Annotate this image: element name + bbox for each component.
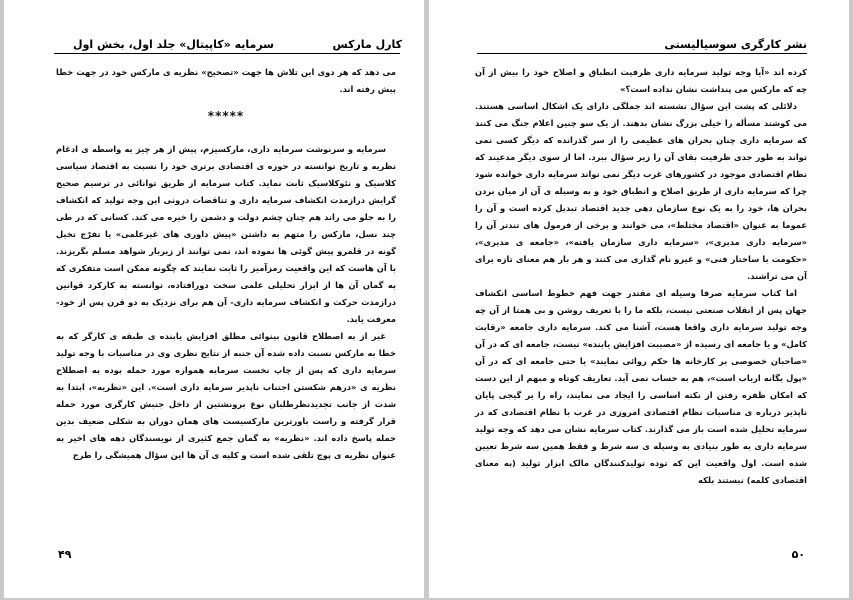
right-paragraph-1: کرده اند «آيا وجه توليد سرمايه داری ظرفيت انطباق و اصلاح خود را بيش از آن چه که مارکس می پنداشت نشان نداده است؟» [475, 67, 807, 94]
left-header-title: سرمايه «کاپيتال» جلد اول، بخش اول [73, 38, 274, 51]
left-page [4, 0, 424, 598]
section-separator: ***** [207, 109, 245, 123]
right-header-rule [477, 53, 807, 54]
right-page [429, 0, 849, 598]
right-paragraph-3: اما کتاب سرمايه صرفا وسيله ای مقتدر جهت فهم خطوط اساسی انکشاف جهان پس از انقلاب صنعتی نيست، بلکه ما را با تعريف روشن و بی همتا از آن چه وجه توليد سرمايه داری واقعا هست، آشنا می کند. سرمايه داری جامعه «رقابت کامل» و يا جامعه ای رسيده از «مصيبت افزايش يابنده» نيست، جامعه ای که در آن «صاحبان خصوصی بر کارخانه ها حکم روائی نمايند» يا حتی جامعه ای که در آن «پول يگانه ارباب است»، هم به حساب نمی آيد. تعاريف کوتاه و مبهم از اين دست که امکان ظفره رفتن از نکته اساسی را ايجاد می نمايند، راه را بر گيجی پايان ناپذير درباره ی مناسبات نظام اقتصادی امروزی در غرب با نظام اقتصادی که در سرمايه تحليل شده است باز می گذارند. کتاب سرمايه نشان می دهد که وجه توليد سرمايه داری به طور بنيادی به وسيله ی سه شرط و فقط همين سه شرط تعيين شده است. اول واقعيت اين که توده توليدکنندگان مالک ابزار توليد (به معنای اقتصادی کلمه) نيستند بلکه [475, 288, 807, 485]
left-paragraph-1: سرمايه و سرنوشت سرمايه داری، مارکسيزم، پيش از هر چيز به واسطه ی ادغام نظريه و تاريخ توانسته در حوزه ی اقتصادی برتری خود را نسبت به اقتصاد سياسی کلاسيک و نئوکلاسيک ثابت نمايد. کتاب سرمايه از طريق توانائی در ترسيم صحيح گرايش درازمدت انکشاف سرمايه داری و تناقضات درونی اين وجه توليد که انکشاف را به جلو می راند هم چنان چشم دولت و دشمن را خيره می کند. کسانی که در طی چند نسل، مارکس را متهم به داشتن «پيش داوری های غيرعلمی» يا تفرّج تخيل گونه در قلمرو پيش گوئی ها نموده اند، نمی توانند از زيربار شواهد مسلم بگريزند. با آن هاست که اين واقعيت رمزآميز را ثابت نمايند که چگونه ممکن است متفکری که به گمان آن ها از ابزار تحليلی علمی سخت دورافتاده، توانسته به کارکرد قوانين درازمدت حرکت و انکشاف سرمايه داری- آن هم برای نزديک به دو قرن پس از خود- معرفت يابد. [56, 144, 396, 324]
left-intro-paragraph: می دهد که هر دوی این تلاش ها جهت «تصحيح» نظريه ی مارکس خود در جهت خطا پيش رفته اند. [56, 67, 396, 94]
right-header-title: نشر کارگری سوسياليستی [664, 38, 807, 51]
left-body [56, 64, 396, 464]
right-paragraph-2: دلائلی که پشت اين سؤال نشسته اند جملگی دارای يک اشکال اساسی هستند. می کوشند مسأله را خيلی بزرگ نشان بدهند. از يک سو چنين اعلام جنگ می کنند که سرمايه داری چنان بحران های عظيمی را از سر گذرانده که ديگر کسی نمی تواند به طور جدی ظرفيت بقای آن را زير سؤال ببرد. اما از سوی ديگر مدعيند که نظام اقتصادی موجود در کشورهای غرب ديگر نمی تواند سرمايه داری خوانده شود چرا که سرمايه داری از طريق اصلاح و انطباق خود و به وسيله ی آن از ميان بردن بحران ها، خود را به يک نوع سازمان دهی جديد اقتصاد تبديل کرده است و آن را عموما به عنوان «اقتصاد مختلط»، می خوانند و برخی از فرمول های تندتر آن را «سرمايه داری مديری»، «سرمايه داری سازمان يافته»، «جامعه ی مديری»، «حکومت با ساختار فنی» و غيرو نام گذاری می کنند و هر بار هم معنای تازه برای آن می تراشند. [475, 101, 807, 281]
left-header-rule [54, 53, 400, 54]
right-page-number: ۵۰ [791, 548, 805, 561]
left-paragraph-2: غير از به اصطلاح قانون بينوائی مطلق افزايش يابنده ی طبقه ی کارگر که به خطا به مارکس نسبت داده شده آن جنبه از نتايج نظری وی در مناسبات با وجه توليد سرمايه داری که پس از چاپ نخست سرمايه همواره مورد حمله بوده به اصطلاح نظريه ی «درهم شکستن اجتناب ناپذير سرمايه داری است». اين «نظريه»، ابتدا به شدت از جانب تجديدنظرطلبان نوع برونشتين از داخل جنبش کارگری مورد حمله قرار گرفته و راست باورترين مارکسيست های همان دوران به شکلی ضعيف بدين حمله پاسخ داده اند. «نظريه» به گمان جمع کثيری از نويسندگان دهه های اخير به عنوان نظريه ی پوچ تلقی شده است و کليه ی آن ها اين سؤال هميشگی را طرح [56, 331, 396, 460]
left-header-author: کارل مارکس [332, 38, 402, 51]
left-page-number: ۴۹ [58, 548, 72, 561]
right-body [475, 64, 807, 489]
